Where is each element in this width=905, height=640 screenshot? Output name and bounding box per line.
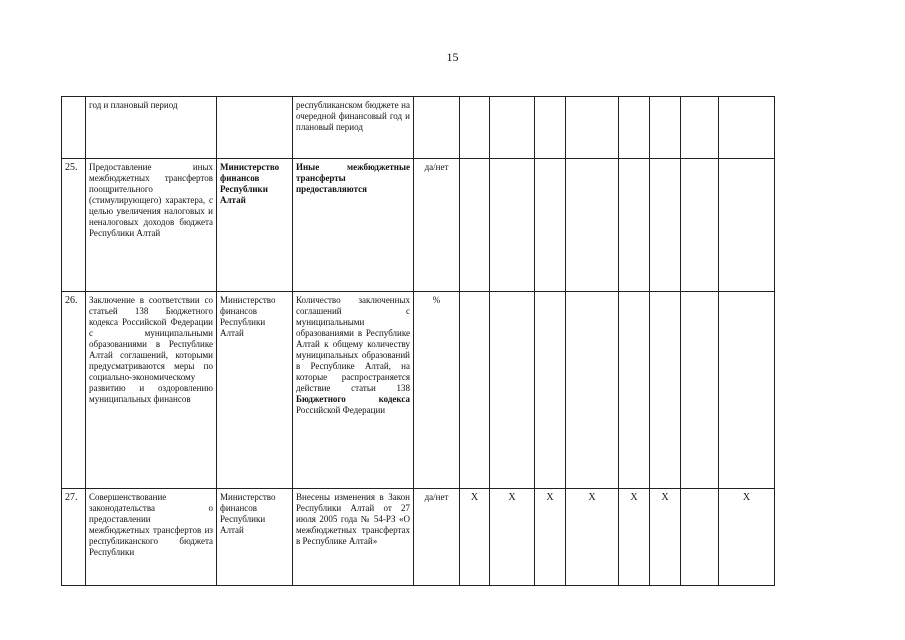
row-number	[62, 97, 86, 159]
executor-cell: Министерство финансов Республики Алтай	[217, 489, 293, 586]
value-cell: Х	[490, 489, 535, 586]
value-cell	[566, 292, 619, 489]
value-cell	[490, 159, 535, 292]
page-number: 15	[446, 50, 459, 64]
value-cell: Х	[619, 489, 650, 586]
value-cell	[719, 159, 775, 292]
value-cell	[460, 97, 490, 159]
indicator-bold-text: Бюджетного кодекса	[296, 394, 410, 404]
unit-cell	[414, 97, 460, 159]
executor-cell	[217, 97, 293, 159]
value-cell	[650, 292, 681, 489]
indicators-table	[61, 96, 775, 586]
activity-cell: год и плановый период	[86, 97, 217, 159]
indicator-cell	[293, 292, 414, 489]
value-cell	[566, 97, 619, 159]
unit-cell: да/нет	[414, 159, 460, 292]
value-cell	[566, 159, 619, 292]
value-cell	[490, 97, 535, 159]
value-cell: Х	[566, 489, 619, 586]
row-number: 27.	[62, 489, 86, 586]
value-cell	[460, 159, 490, 292]
table-row	[62, 292, 775, 489]
table-row	[62, 489, 775, 586]
value-cell	[619, 97, 650, 159]
value-cell	[619, 292, 650, 489]
value-cell	[681, 489, 719, 586]
value-cell	[535, 97, 566, 159]
indicator-text: Количество заключенных соглашений с муниципальными образованиями в Республике Алтай к общему количеству муниципальных образований в Республике Алтай, на которые распространяется действие статьи 138	[296, 295, 410, 393]
value-cell: Х	[719, 489, 775, 586]
indicator-tail-text: Российской Федерации	[296, 405, 386, 415]
indicator-cell: Иные межбюджетные трансферты предоставляются	[293, 159, 414, 292]
unit-cell: %	[414, 292, 460, 489]
value-cell	[619, 159, 650, 292]
value-cell: Х	[535, 489, 566, 586]
unit-cell: да/нет	[414, 489, 460, 586]
executor-cell: Министерство финансов Республики Алтай	[217, 159, 293, 292]
value-cell: Х	[650, 489, 681, 586]
activity-cell: Заключение в соответствии со статьей 138 Бюджетного кодекса Российской Федерации с муниципальными образованиями в Республике Алтай соглашений, которыми предусматриваются меры по социально-экономическому развитию и оздоровлению муниципальных финансов	[86, 292, 217, 489]
row-number: 25.	[62, 159, 86, 292]
value-cell	[490, 292, 535, 489]
value-cell	[535, 159, 566, 292]
value-cell	[650, 97, 681, 159]
value-cell	[719, 292, 775, 489]
value-cell	[650, 159, 681, 292]
value-cell	[535, 292, 566, 489]
value-cell: Х	[460, 489, 490, 586]
indicator-cell: республиканском бюджете на очередной финансовый год и плановый период	[293, 97, 414, 159]
row-number: 26.	[62, 292, 86, 489]
value-cell	[681, 292, 719, 489]
value-cell	[681, 159, 719, 292]
value-cell	[460, 292, 490, 489]
indicator-cell: Внесены изменения в Закон Республики Алтай от 27 июля 2005 года № 54-РЗ «О межбюджетных трансфертах в Республике Алтай»	[293, 489, 414, 586]
activity-cell: Совершенствование законодательства о предоставлении межбюджетных трансфертов из республиканского бюджета Республики	[86, 489, 217, 586]
table-row	[62, 159, 775, 292]
activity-cell: Предоставление иных межбюджетных трансфертов поощрительного (стимулирующего) характера, с целью увеличения налоговых и неналоговых доходов бюджета Республики Алтай	[86, 159, 217, 292]
table-row	[62, 97, 775, 159]
value-cell	[681, 97, 719, 159]
value-cell	[719, 97, 775, 159]
executor-cell: Министерство финансов Республики Алтай	[217, 292, 293, 489]
